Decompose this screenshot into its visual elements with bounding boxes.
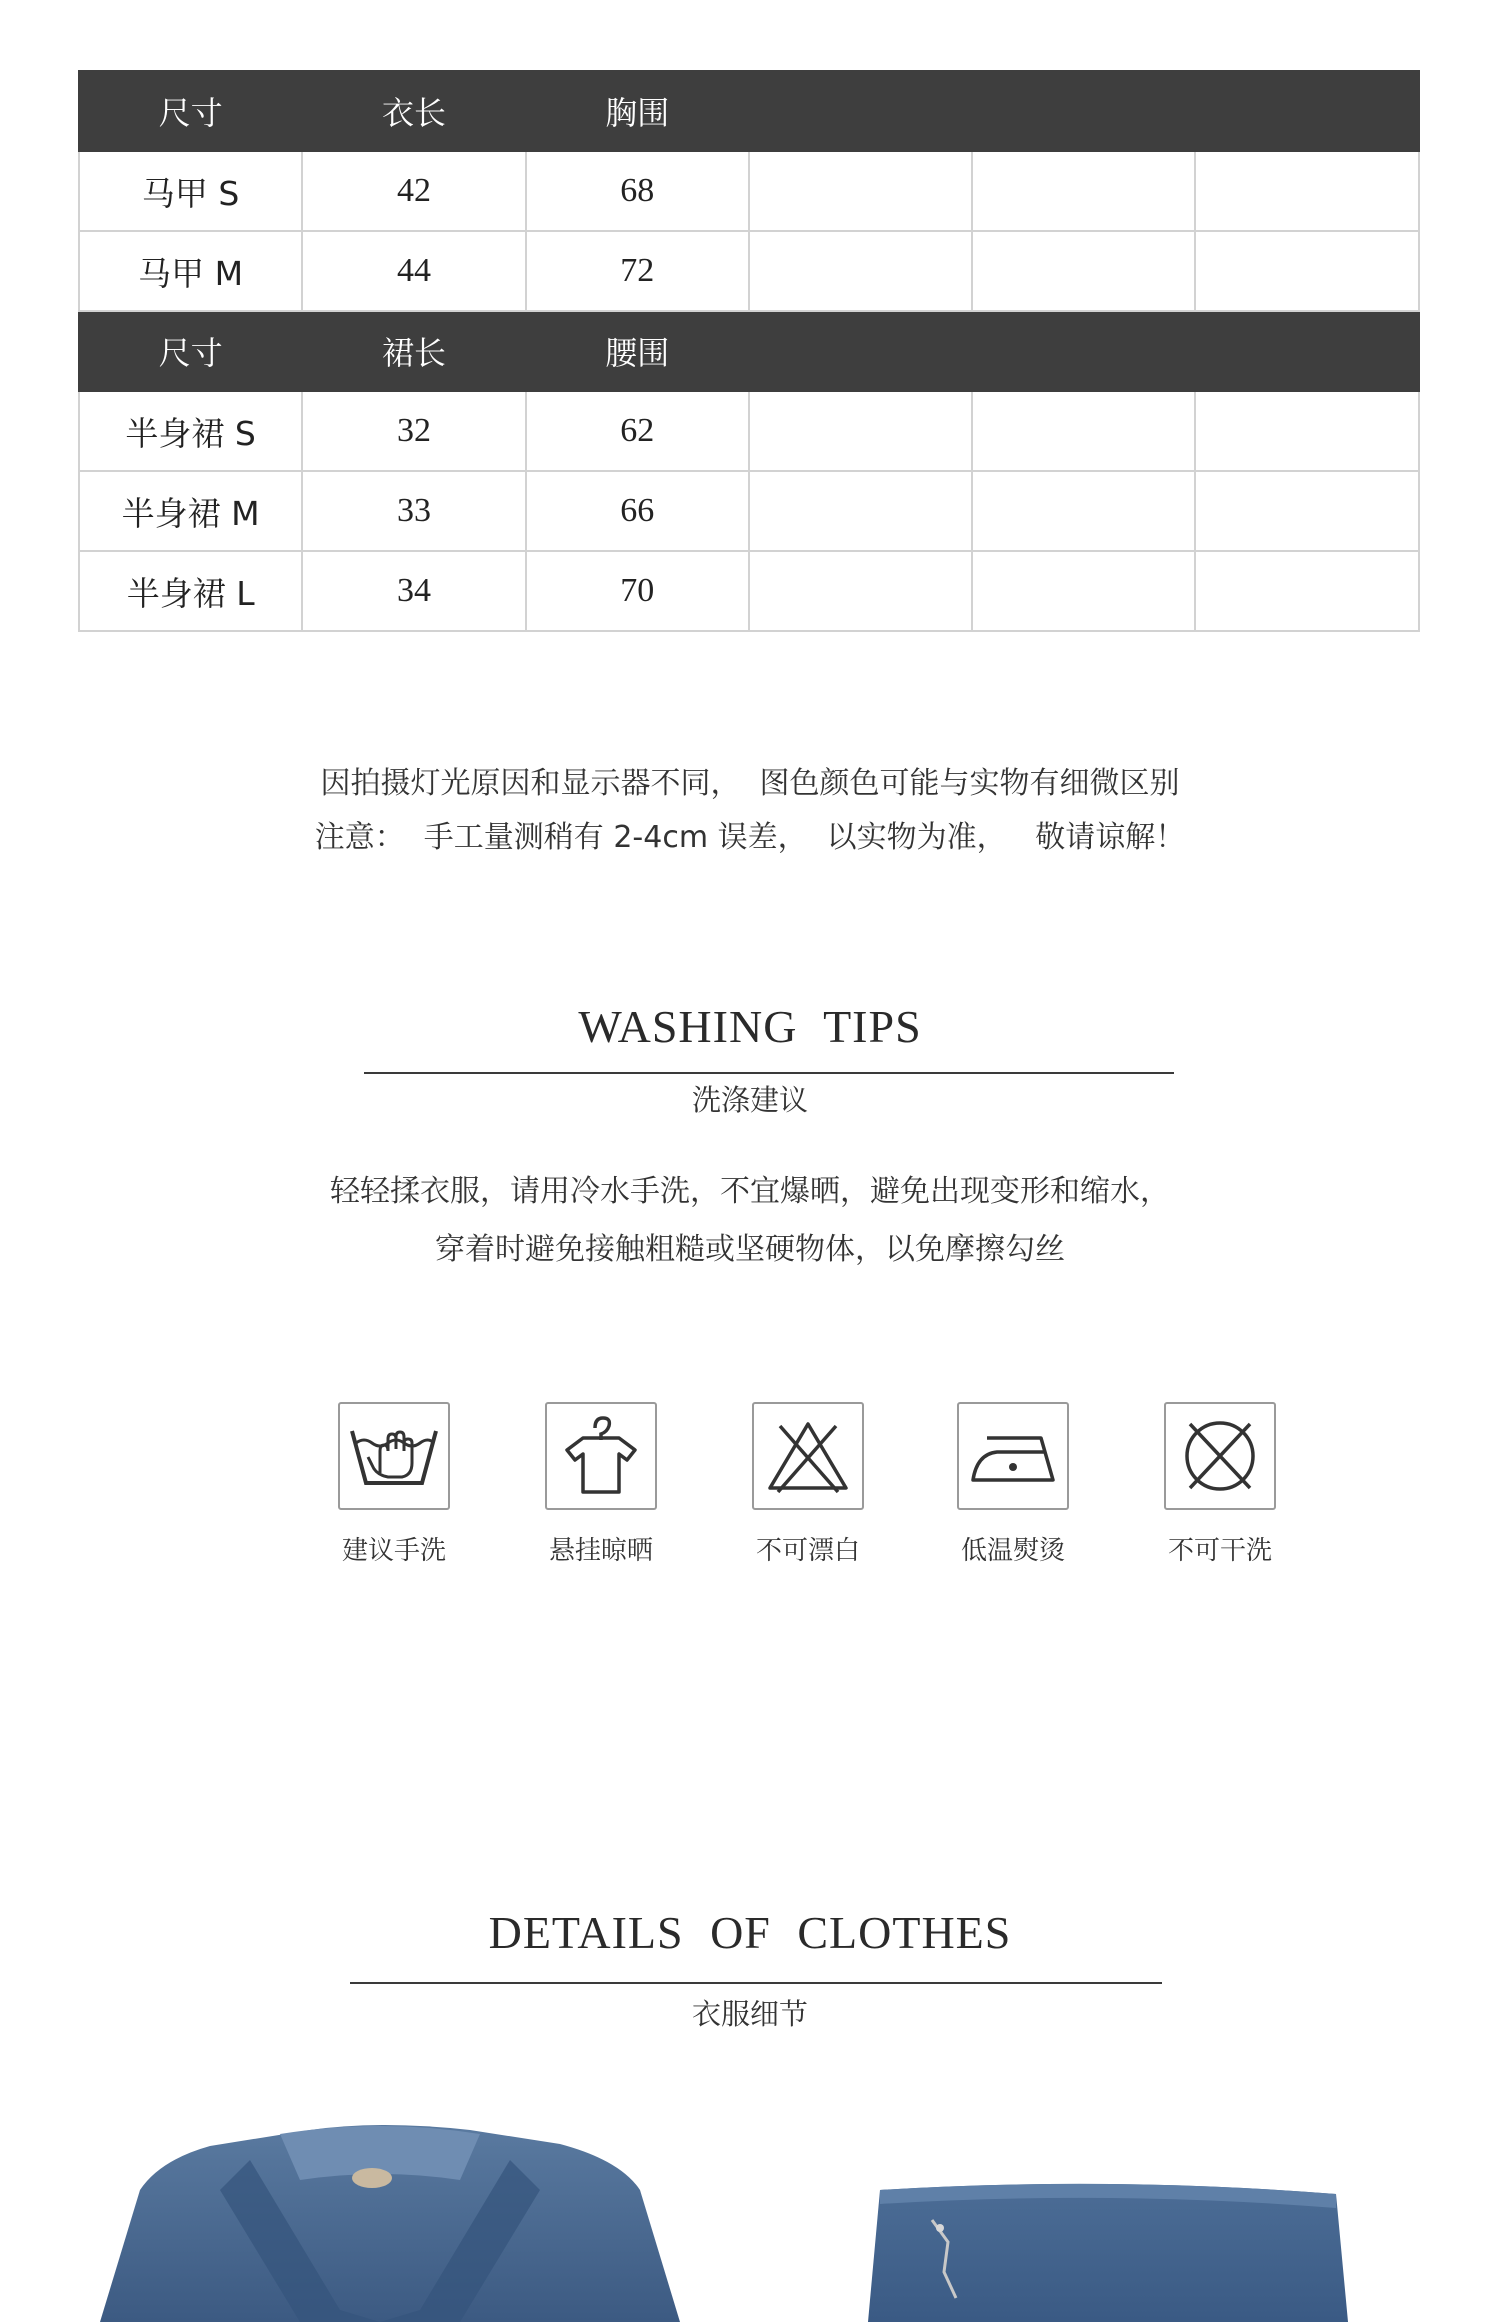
size-label-cell: 半身裙 S bbox=[79, 391, 302, 471]
header-cell: 胸围 bbox=[526, 71, 749, 151]
care-item-hand-wash bbox=[324, 1402, 464, 1567]
table-row bbox=[79, 151, 1419, 231]
value-cell: 44 bbox=[302, 231, 525, 311]
empty-cell bbox=[972, 391, 1195, 471]
hand-wash-icon bbox=[338, 1402, 450, 1510]
no-bleach-icon bbox=[752, 1402, 864, 1510]
table-row bbox=[79, 471, 1419, 551]
table-header-row bbox=[79, 311, 1419, 391]
notice-line-2: 注意： 手工量测稍有 2-4cm 误差， 以实物为准， 敬请谅解！ bbox=[314, 820, 1186, 855]
empty-cell bbox=[749, 231, 972, 311]
low-iron-icon bbox=[957, 1402, 1069, 1510]
header-cell: 尺寸 bbox=[79, 311, 302, 391]
no-dry-clean-icon bbox=[1164, 1402, 1276, 1510]
value-cell: 72 bbox=[526, 231, 749, 311]
empty-cell bbox=[972, 231, 1195, 311]
header-cell: 衣长 bbox=[302, 71, 525, 151]
care-item-low-iron bbox=[943, 1402, 1083, 1567]
washing-divider bbox=[364, 1072, 1174, 1074]
table-header-row bbox=[79, 71, 1419, 151]
header-cell: 尺寸 bbox=[79, 71, 302, 151]
table-row bbox=[79, 231, 1419, 311]
size-label-cell: 半身裙 L bbox=[79, 551, 302, 631]
value-cell: 70 bbox=[526, 551, 749, 631]
denim-vest-image bbox=[80, 2120, 700, 2322]
care-item-hang-dry bbox=[531, 1402, 671, 1567]
value-cell: 42 bbox=[302, 151, 525, 231]
size-table bbox=[78, 70, 1420, 632]
care-label: 悬挂晾晒 bbox=[548, 1536, 653, 1566]
header-cell bbox=[972, 311, 1195, 391]
header-cell: 腰围 bbox=[526, 311, 749, 391]
care-label: 低温熨烫 bbox=[960, 1536, 1065, 1566]
care-item-no-dry-clean bbox=[1150, 1402, 1290, 1567]
washing-text-line-1: 轻轻揉衣服，请用冷水手洗，不宜爆晒，避免出现变形和缩水， bbox=[330, 1174, 1170, 1209]
size-label-cell: 半身裙 M bbox=[79, 471, 302, 551]
empty-cell bbox=[1195, 551, 1418, 631]
empty-cell bbox=[749, 551, 972, 631]
header-cell bbox=[1195, 71, 1418, 151]
denim-skirt-image bbox=[868, 2180, 1348, 2322]
empty-cell bbox=[749, 471, 972, 551]
details-divider bbox=[350, 1982, 1162, 1984]
value-cell: 62 bbox=[526, 391, 749, 471]
value-cell: 33 bbox=[302, 471, 525, 551]
notice-line-1: 因拍摄灯光原因和显示器不同， 图色颜色可能与实物有细微区别 bbox=[320, 766, 1180, 801]
size-label-cell: 马甲 M bbox=[79, 231, 302, 311]
empty-cell bbox=[1195, 151, 1418, 231]
empty-cell bbox=[1195, 391, 1418, 471]
header-cell: 裙长 bbox=[302, 311, 525, 391]
empty-cell bbox=[1195, 231, 1418, 311]
empty-cell bbox=[1195, 471, 1418, 551]
care-label: 建议手洗 bbox=[341, 1536, 446, 1566]
washing-text-line-2: 穿着时避免接触粗糙或坚硬物体，以免摩擦勾丝 bbox=[435, 1232, 1065, 1267]
table-row bbox=[79, 551, 1419, 631]
care-item-no-bleach bbox=[738, 1402, 878, 1567]
hang-dry-icon bbox=[545, 1402, 657, 1510]
empty-cell bbox=[972, 151, 1195, 231]
table-row bbox=[79, 391, 1419, 471]
washing-subtitle: 洗涤建议 bbox=[691, 1083, 808, 1117]
header-cell bbox=[1195, 311, 1418, 391]
empty-cell bbox=[972, 551, 1195, 631]
details-subtitle: 衣服细节 bbox=[691, 1997, 808, 2031]
care-label: 不可漂白 bbox=[755, 1536, 860, 1566]
care-label: 不可干洗 bbox=[1167, 1536, 1272, 1566]
value-cell: 68 bbox=[526, 151, 749, 231]
header-cell bbox=[749, 71, 972, 151]
empty-cell bbox=[749, 151, 972, 231]
empty-cell bbox=[749, 391, 972, 471]
value-cell: 34 bbox=[302, 551, 525, 631]
header-cell bbox=[972, 71, 1195, 151]
details-title: DETAILS OF CLOTHES bbox=[488, 1907, 1012, 1958]
empty-cell bbox=[972, 471, 1195, 551]
size-label-cell: 马甲 S bbox=[79, 151, 302, 231]
value-cell: 32 bbox=[302, 391, 525, 471]
washing-title: WASHING TIPS bbox=[578, 1001, 922, 1052]
header-cell bbox=[749, 311, 972, 391]
value-cell: 66 bbox=[526, 471, 749, 551]
